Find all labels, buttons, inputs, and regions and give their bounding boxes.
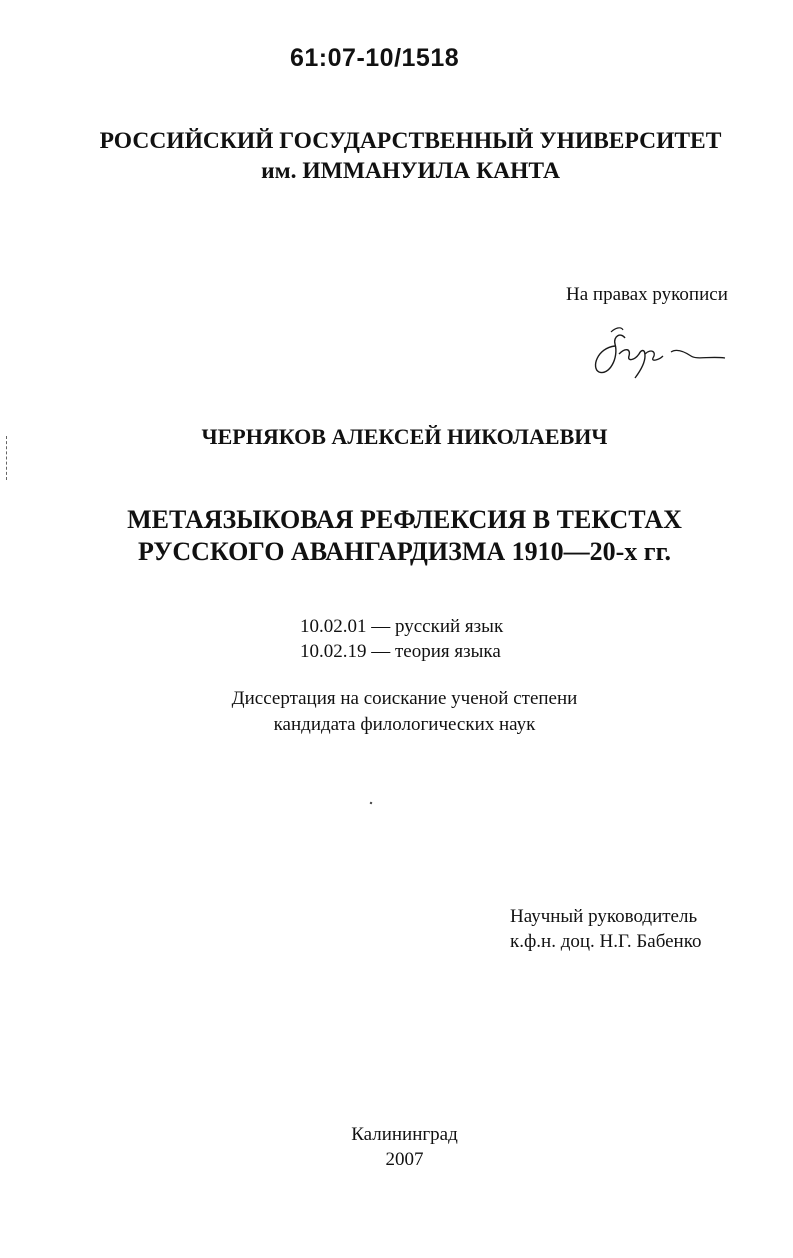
university-name-line1: РОССИЙСКИЙ ГОСУДАРСТВЕННЫЙ УНИВЕРСИТЕТ xyxy=(99,128,722,154)
advisor-name: к.ф.н. доц. Н.Г. Бабенко xyxy=(510,931,702,952)
author-name: ЧЕРНЯКОВ АЛЕКСЕЙ НИКОЛАЕВИЧ xyxy=(201,424,608,449)
degree-statement-line2: кандидата филологических наук xyxy=(273,714,536,735)
thesis-title-line1: МЕТАЯЗЫКОВАЯ РЕФЛЕКСИЯ В ТЕКСТАХ xyxy=(127,505,682,534)
university-name-line2: им. ИММАНУИЛА КАНТА xyxy=(261,158,560,184)
advisor-role: Научный руководитель xyxy=(510,906,698,927)
year: 2007 xyxy=(385,1149,424,1170)
author-signature xyxy=(585,318,735,388)
catalog-number: 61:07-10/1518 xyxy=(290,44,460,72)
thesis-title-line2: РУССКОГО АВАНГАРДИЗМА 1910—20-х гг. xyxy=(138,537,671,566)
degree-statement-line1: Диссертация на соискание ученой степени xyxy=(231,688,578,709)
city: Калининград xyxy=(351,1124,458,1145)
specialty-code-2: 10.02.19 — теория языка xyxy=(300,641,501,662)
scan-speck xyxy=(370,802,373,805)
specialty-code-1: 10.02.01 — русский язык xyxy=(300,616,504,637)
manuscript-rights-note: На правах рукописи xyxy=(566,284,728,305)
